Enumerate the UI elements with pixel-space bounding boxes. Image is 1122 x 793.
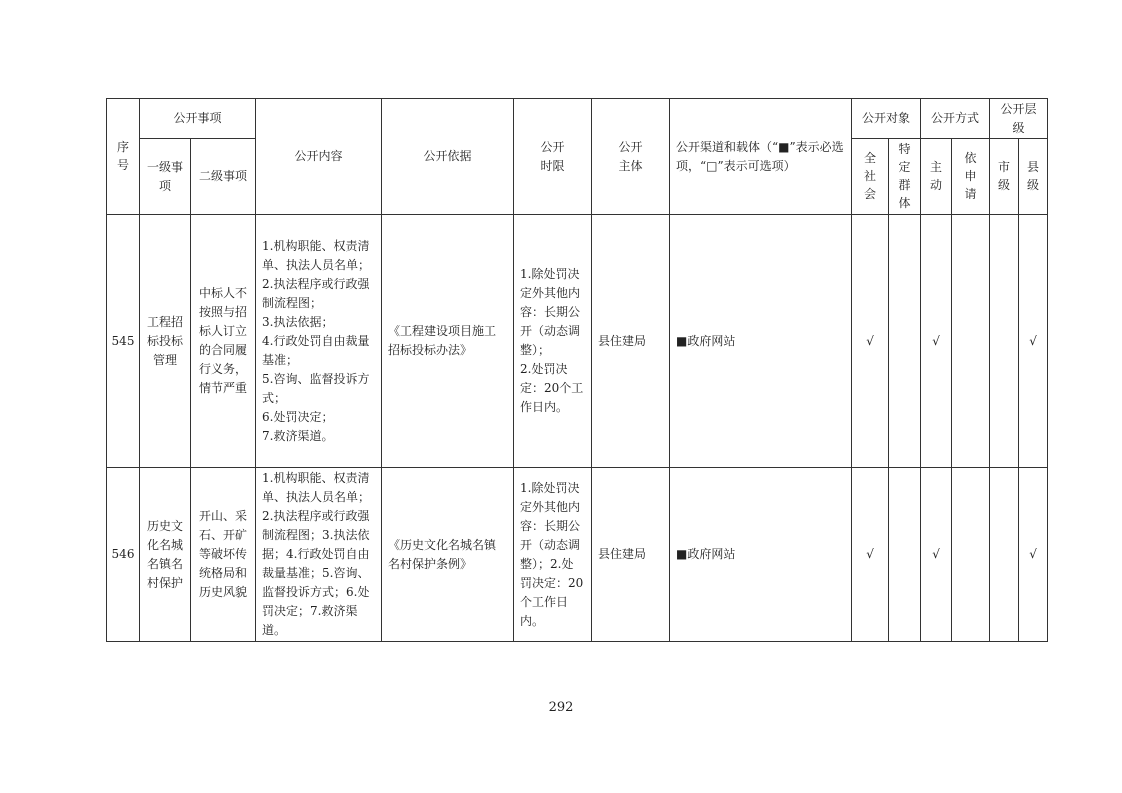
row-content: 1.机构职能、权责清单、执法人员名单； 2.执法程序或行政强制流程图； 3.执法依据； 4.行政处罚自由裁量基准； 5.咨询、监督投诉方式； 6.处罚决定； 7.救济渠道。 (256, 215, 382, 468)
row-basis: 《历史文化名城名镇名村保护条例》 (382, 468, 514, 642)
row-level-county: √ (1019, 215, 1048, 468)
row-seq: 545 (107, 215, 140, 468)
row-level1: 工程招标投标管理 (140, 215, 191, 468)
header-basis: 公开依据 (382, 99, 514, 215)
row-method-active: √ (921, 468, 952, 642)
row-time-limit: 1.除处罚决定外其他内容：长期公开（动态调整）；2.处罚决定：20个工作日内。 (514, 468, 592, 642)
header-seq: 序号 (107, 99, 140, 215)
row-subject: 县住建局 (592, 215, 670, 468)
row-channel: ■政府网站 (670, 468, 852, 642)
header-level-city: 市级 (990, 139, 1019, 215)
table-row (107, 215, 1048, 468)
row-level-county: √ (1019, 468, 1048, 642)
header-content: 公开内容 (256, 99, 382, 215)
row-level-city (990, 468, 1019, 642)
header-target-specific: 特定群体 (889, 139, 921, 215)
header-method: 公开方式 (921, 99, 990, 139)
table-row (107, 468, 1048, 642)
row-time-limit: 1.除处罚决定外其他内容：长期公开（动态调整）； 2.处罚决定：20个工作日内。 (514, 215, 592, 468)
row-level-city (990, 215, 1019, 468)
row-subject: 县住建局 (592, 468, 670, 642)
header-target: 公开对象 (852, 99, 921, 139)
header-time-limit: 公开时限 (514, 99, 592, 215)
row-target-specific (889, 215, 921, 468)
row-seq: 546 (107, 468, 140, 642)
row-method-request (952, 468, 990, 642)
disclosure-table (106, 98, 1048, 642)
header-method-active: 主动 (921, 139, 952, 215)
header-row-1 (107, 99, 1048, 139)
header-channel: 公开渠道和载体（“■”表示必选项，“□”表示可选项） (670, 99, 852, 215)
header-target-all: 全社会 (852, 139, 889, 215)
row-method-request (952, 215, 990, 468)
row-target-specific (889, 468, 921, 642)
row-level2: 开山、采石、开矿等破坏传统格局和历史风貌 (191, 468, 256, 642)
row-level2: 中标人不按照与招标人订立的合同履行义务，情节严重 (191, 215, 256, 468)
page-number: 292 (548, 700, 574, 715)
row-method-active: √ (921, 215, 952, 468)
header-level1: 一级事项 (140, 139, 191, 215)
row-target-all: √ (852, 215, 889, 468)
header-items: 公开事项 (140, 99, 256, 139)
header-level-county: 县级 (1019, 139, 1048, 215)
row-level1: 历史文化名城名镇名村保护 (140, 468, 191, 642)
header-subject: 公开主体 (592, 99, 670, 215)
row-channel: ■政府网站 (670, 215, 852, 468)
header-level: 公开层级 (990, 99, 1048, 139)
header-level2: 二级事项 (191, 139, 256, 215)
header-method-request: 依申请 (952, 139, 990, 215)
row-target-all: √ (852, 468, 889, 642)
row-content: 1.机构职能、权责清单、执法人员名单；2.执法程序或行政强制流程图；3.执法依据；4.行政处罚自由裁量基准；5.咨询、监督投诉方式；6.处罚决定；7.救济渠道。 (256, 468, 382, 642)
row-basis: 《工程建设项目施工招标投标办法》 (382, 215, 514, 468)
